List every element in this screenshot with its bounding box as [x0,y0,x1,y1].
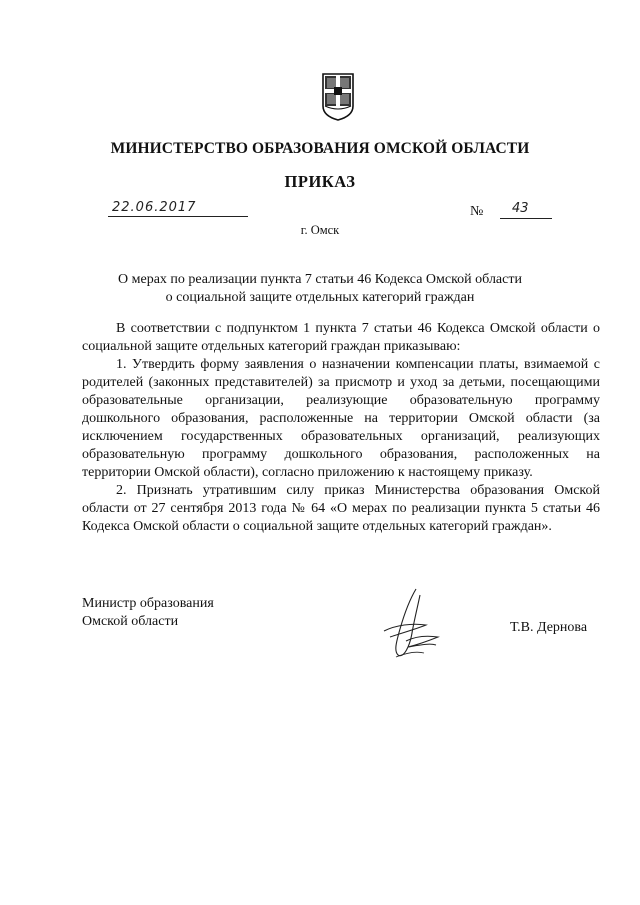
signer-position-line-2: Омской области [82,614,179,629]
intro-paragraph: В соответствии с подпунктом 1 пункта 7 статьи 46 Кодекса Омской области о социальной защите отдельных категорий граждан приказываю: [82,321,600,354]
signer-position-line-1: Министр образования [82,596,214,611]
order-number: 43 [512,201,529,216]
subject-line-1: О мерах по реализации пункта 7 статьи 46 Кодекса Омской области [118,272,522,287]
order-date: 22.06.2017 [112,200,197,215]
number-underline [500,218,552,219]
signer-name: Т.В. Дернова [510,620,588,635]
item-2-paragraph: 2. Признать утратившим силу приказ Министерства образования Омской области от 27 сентября 2013 года № 64 «О мерах по реализации пункта 5 статьи 46 Кодекса Омской области о социальной защите отдельных категорий граждан». [82,483,600,534]
signer-position [82,595,214,631]
ministry-name: МИНИСТЕРСТВО ОБРАЗОВАНИЯ ОМСКОЙ ОБЛАСТИ [110,140,530,157]
city: г. Омск [300,223,340,237]
number-label: № [470,204,484,219]
item-1-paragraph: 1. Утвердить форму заявления о назначении компенсации платы, взимаемой с родителей (законных представителей) за присмотр и уход за детьми, посещающими образовательные организации, реализующие образовательную программу дошкольного образования, расположенные на территории Омской области (за исключением государственных образовательных организаций, реализующих образовательную программу дошкольного образования, расположенных на территории Омской области), согласно приложению к настоящему приказу. [82,357,600,480]
coat-of-arms-icon [321,72,355,122]
date-underline [108,216,248,217]
order-subject [60,271,580,307]
document-type-title: ПРИКАЗ [284,172,356,191]
order-body [82,320,600,536]
subject-line-2: о социальной защите отдельных категорий граждан [165,290,475,305]
signature-icon [376,585,446,665]
